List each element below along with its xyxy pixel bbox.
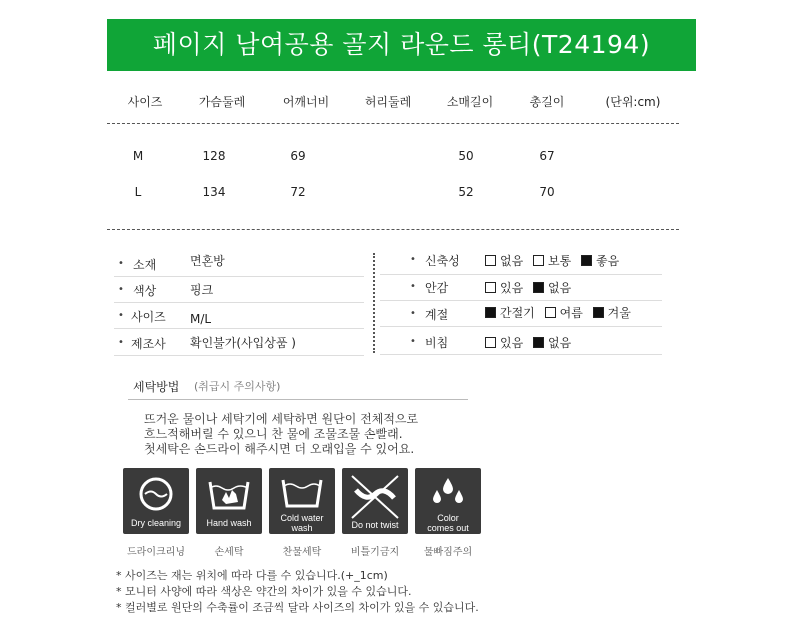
season-between-checkbox[interactable] (485, 307, 496, 318)
bullet-icon: • (410, 281, 416, 292)
size-row-l-shoulder: 72 (290, 185, 306, 199)
size-header-chest: 가슴둘레 (198, 95, 246, 109)
bullet-icon: • (118, 284, 124, 295)
color-comes-out-icon (415, 468, 481, 534)
color-caption-1: Color (437, 513, 459, 523)
size-header-size: 사이즈 (127, 95, 163, 109)
bullet-icon: • (410, 254, 416, 265)
stretch-good-checkbox[interactable] (581, 255, 592, 266)
wash-line-1: 뜨거운 물이나 세탁기에 세탁하면 원단이 전체적으로 (144, 412, 419, 426)
bullet-icon: • (118, 310, 124, 321)
wash-line-3: 첫세탁은 손드라이 해주시면 더 오래입을 수 있어요. (144, 442, 415, 456)
dry-cleaning-icon (123, 468, 189, 534)
color-caption-2: comes out (427, 523, 469, 533)
stretch-none-checkbox[interactable] (485, 255, 496, 266)
season-options (485, 304, 637, 321)
sheer-no-checkbox[interactable] (533, 337, 544, 348)
size-row-l-chest: 134 (202, 185, 226, 199)
info-label-stretch: 신축성 (425, 254, 460, 268)
lining-options (485, 279, 577, 296)
size-row-l-size: L (134, 185, 142, 199)
size-header-unit: (단위:cm) (605, 95, 661, 109)
sheer-yes-label: 있음 (500, 336, 524, 350)
lining-yes-label: 있음 (500, 281, 524, 295)
info-divider (380, 274, 662, 275)
info-divider (380, 326, 662, 327)
stretch-options (485, 252, 625, 269)
care-label-dry-cleaning: 드라이크리닝 (127, 547, 185, 558)
bullet-icon: • (410, 308, 416, 319)
stretch-good-label: 좋음 (596, 254, 620, 268)
info-value-maker: 확인불가(사입상품 ) (190, 336, 296, 350)
hand-wash-caption: Hand wash (206, 518, 252, 528)
info-label-material: 소재 (133, 258, 157, 272)
lining-yes-checkbox[interactable] (485, 282, 496, 293)
season-summer-label: 여름 (559, 306, 583, 320)
table-divider-top (107, 123, 679, 124)
cold-water-caption-1: Cold water (280, 513, 324, 523)
sheer-options (485, 334, 577, 351)
cold-water-wash-icon (269, 468, 335, 534)
sheer-no-label: 없음 (548, 336, 572, 350)
wash-divider (128, 399, 468, 400)
hand-wash-icon (196, 468, 262, 534)
wash-subtitle: (취급시 주의사항) (194, 380, 281, 393)
size-row-m-size: M (132, 149, 144, 163)
size-header-shoulder: 어깨너비 (282, 95, 330, 109)
info-value-material: 면혼방 (190, 254, 225, 268)
info-divider (380, 354, 662, 355)
size-header-length: 총길이 (529, 95, 565, 109)
season-winter-label: 겨울 (607, 306, 631, 320)
size-row-m-length: 67 (539, 149, 555, 163)
info-divider (380, 300, 662, 301)
season-between-label: 간절기 (500, 306, 535, 320)
lining-no-checkbox[interactable] (533, 282, 544, 293)
info-value-size: M/L (190, 312, 212, 326)
stretch-normal-label: 보통 (548, 254, 572, 268)
size-row-m-sleeve: 50 (458, 149, 474, 163)
lining-no-label: 없음 (548, 281, 572, 295)
wash-title: 세탁방법 (133, 380, 180, 394)
size-header-waist: 허리둘레 (364, 95, 412, 109)
title-banner: 페이지 남여공용 골지 라운드 롱티(T24194) (107, 19, 696, 71)
info-label-season: 계절 (425, 308, 449, 322)
table-divider-bottom (107, 229, 679, 230)
size-row-m-shoulder: 69 (290, 149, 306, 163)
info-label-sheer: 비침 (425, 336, 449, 350)
care-label-hand-wash: 손세탁 (214, 547, 244, 558)
info-label-lining: 안감 (425, 281, 449, 295)
bullet-icon: • (410, 336, 416, 347)
note-3: * 컬러별로 원단의 수축률이 조금씩 달라 사이즈의 차이가 있을 수 있습니다. (116, 601, 479, 614)
stretch-normal-checkbox[interactable] (533, 255, 544, 266)
size-row-l-sleeve: 52 (458, 185, 474, 199)
size-row-m-chest: 128 (202, 149, 226, 163)
care-label-no-twist: 비틀기금지 (350, 547, 400, 558)
season-summer-checkbox[interactable] (545, 307, 556, 318)
size-header-sleeve: 소매길이 (446, 95, 494, 109)
info-column-separator (373, 253, 375, 353)
do-not-twist-caption: Do not twist (351, 520, 399, 530)
bullet-icon: • (118, 337, 124, 348)
info-value-color: 핑크 (190, 283, 214, 297)
info-label-size: 사이즈 (131, 310, 166, 324)
season-winter-checkbox[interactable] (593, 307, 604, 318)
info-divider (114, 355, 364, 356)
size-row-l-length: 70 (539, 185, 555, 199)
wash-line-2: 흐느적해버릴 수 있으니 찬 물에 조물조물 손빨래. (144, 427, 403, 441)
info-label-maker: 제조사 (131, 337, 166, 351)
care-label-color-bleed: 물빠짐주의 (423, 547, 473, 558)
info-divider (114, 328, 364, 329)
note-1: * 사이즈는 재는 위치에 따라 다를 수 있습니다.(+_1cm) (116, 569, 388, 582)
info-label-color: 색상 (133, 284, 157, 298)
bullet-icon: • (118, 258, 124, 269)
note-2: * 모니터 사양에 따라 색상은 약간의 차이가 있을 수 있습니다. (116, 585, 412, 598)
sheer-yes-checkbox[interactable] (485, 337, 496, 348)
dry-cleaning-caption: Dry cleaning (130, 518, 182, 528)
stretch-none-label: 없음 (500, 254, 524, 268)
do-not-twist-icon (342, 468, 408, 534)
care-label-cold-water: 찬물세탁 (282, 547, 322, 558)
info-divider (114, 276, 364, 277)
info-divider (114, 302, 364, 303)
cold-water-caption-2: wash (291, 523, 313, 533)
